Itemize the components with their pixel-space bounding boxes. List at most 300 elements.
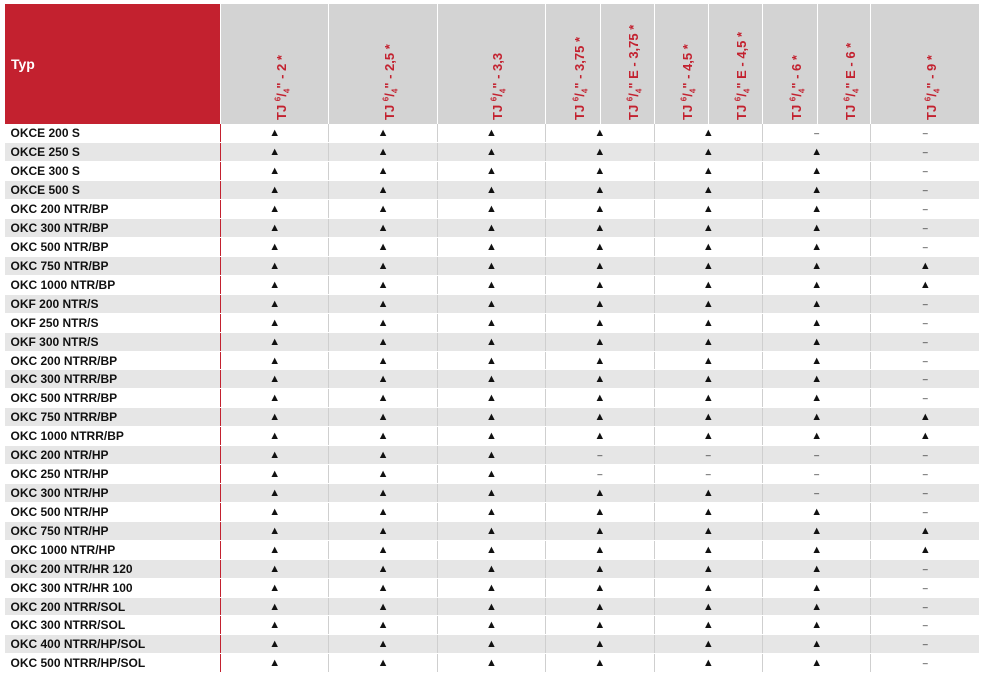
triangle-icon: ▲ [811, 354, 823, 367]
triangle-icon: ▲ [811, 373, 823, 386]
not-compatible-mark [871, 181, 979, 200]
table-row [5, 219, 980, 238]
type-name-cell: OKCE 500 S [5, 181, 221, 200]
compatible-mark [221, 351, 329, 370]
triangle-icon: ▲ [377, 297, 389, 310]
triangle-icon: ▲ [594, 411, 606, 424]
triangle-icon: ▲ [269, 392, 281, 405]
compatible-mark [762, 200, 870, 219]
triangle-icon: ▲ [702, 486, 714, 499]
triangle-icon: ▲ [811, 335, 823, 348]
triangle-icon: ▲ [702, 278, 714, 291]
table-row [5, 181, 980, 200]
compatible-mark [437, 597, 545, 616]
table-row [5, 275, 980, 294]
not-compatible-mark [871, 294, 979, 313]
triangle-icon: ▲ [594, 354, 606, 367]
compatible-mark [762, 275, 870, 294]
compatible-mark [654, 559, 762, 578]
column-header-c6 [762, 4, 870, 124]
table-row [5, 427, 980, 446]
compatible-mark [437, 465, 545, 484]
compatible-mark [546, 427, 654, 446]
compatible-mark [329, 578, 437, 597]
compatible-mark [329, 162, 437, 181]
compatible-mark [437, 238, 545, 257]
dash-icon: – [922, 601, 928, 612]
compatible-mark [329, 635, 437, 654]
triangle-icon: ▲ [702, 335, 714, 348]
column-subheader [546, 4, 601, 124]
column-label: TJ $^6/_4$" E - 4,5 * [733, 31, 752, 120]
column-header-c4 [546, 4, 654, 124]
compatible-mark [654, 521, 762, 540]
dash-icon: – [922, 317, 928, 328]
triangle-icon: ▲ [702, 505, 714, 518]
triangle-icon: ▲ [377, 411, 389, 424]
not-compatible-mark [871, 143, 979, 162]
compatible-mark [762, 578, 870, 597]
triangle-icon: ▲ [702, 524, 714, 537]
triangle-icon: ▲ [486, 449, 497, 462]
triangle-icon: ▲ [594, 259, 606, 272]
table-body [5, 124, 980, 673]
triangle-icon: ▲ [594, 392, 606, 405]
triangle-icon: ▲ [594, 222, 606, 235]
compatible-mark [221, 408, 329, 427]
compatible-mark [437, 654, 545, 673]
compatible-mark [437, 559, 545, 578]
triangle-icon: ▲ [377, 222, 389, 235]
dash-icon: – [922, 658, 928, 669]
compatible-mark [329, 124, 437, 143]
dash-icon: – [922, 223, 928, 234]
compatible-mark [654, 238, 762, 257]
compatible-mark [546, 389, 654, 408]
compatible-mark [762, 389, 870, 408]
type-name-cell: OKCE 200 S [5, 124, 221, 143]
column-header-c7 [871, 4, 979, 124]
dash-icon: – [814, 450, 820, 461]
triangle-icon: ▲ [269, 297, 281, 310]
not-compatible-mark [871, 351, 979, 370]
not-compatible-mark [762, 124, 870, 143]
triangle-icon: ▲ [919, 543, 931, 556]
compatible-mark [654, 313, 762, 332]
triangle-icon: ▲ [594, 562, 606, 575]
dash-icon: – [922, 487, 928, 498]
dash-icon: – [597, 450, 603, 461]
triangle-icon: ▲ [811, 581, 823, 594]
triangle-icon: ▲ [702, 638, 714, 651]
type-name-cell: OKCE 250 S [5, 143, 221, 162]
table-row [5, 351, 980, 370]
compatible-mark [329, 181, 437, 200]
triangle-icon: ▲ [702, 543, 714, 556]
triangle-icon: ▲ [594, 581, 606, 594]
compatible-mark [221, 578, 329, 597]
table-row [5, 446, 980, 465]
compatible-mark [654, 540, 762, 559]
compatible-mark [762, 502, 870, 521]
triangle-icon: ▲ [377, 127, 389, 140]
compatible-mark [221, 143, 329, 162]
dash-icon: – [922, 450, 928, 461]
triangle-icon: ▲ [377, 543, 389, 556]
compatible-mark [546, 578, 654, 597]
type-name-cell: OKC 300 NTR/BP [5, 219, 221, 238]
type-name-cell: OKC 300 NTRR/SOL [5, 616, 221, 635]
compatible-mark [329, 597, 437, 616]
compatible-mark [329, 521, 437, 540]
dash-icon: – [922, 582, 928, 593]
triangle-icon: ▲ [269, 373, 281, 386]
table-row [5, 521, 980, 540]
compatible-mark [437, 143, 545, 162]
table-row [5, 143, 980, 162]
not-compatible-mark [871, 219, 979, 238]
triangle-icon: ▲ [269, 240, 281, 253]
triangle-icon: ▲ [486, 184, 497, 197]
not-compatible-mark [762, 465, 870, 484]
triangle-icon: ▲ [486, 430, 497, 443]
not-compatible-mark [762, 484, 870, 503]
compatible-mark [221, 370, 329, 389]
not-compatible-mark [871, 465, 979, 484]
dash-icon: – [705, 450, 711, 461]
compatible-mark [221, 654, 329, 673]
triangle-icon: ▲ [811, 543, 823, 556]
triangle-icon: ▲ [269, 146, 281, 159]
not-compatible-mark [871, 389, 979, 408]
compatible-mark [437, 616, 545, 635]
compatible-mark [437, 408, 545, 427]
compatible-mark [329, 238, 437, 257]
triangle-icon: ▲ [919, 430, 931, 443]
compatible-mark [762, 635, 870, 654]
triangle-icon: ▲ [702, 430, 714, 443]
triangle-icon: ▲ [377, 638, 389, 651]
compatible-mark [437, 484, 545, 503]
compatible-mark [654, 181, 762, 200]
compatible-mark [871, 275, 979, 294]
compatible-mark [221, 313, 329, 332]
dash-icon: – [922, 469, 928, 480]
dash-icon: – [922, 166, 928, 177]
triangle-icon: ▲ [594, 203, 606, 216]
not-compatible-mark [871, 200, 979, 219]
compatible-mark [654, 200, 762, 219]
compatible-mark [654, 351, 762, 370]
triangle-icon: ▲ [811, 222, 823, 235]
triangle-icon: ▲ [486, 468, 497, 481]
compatible-mark [654, 256, 762, 275]
compatible-mark [654, 332, 762, 351]
compatible-mark [329, 256, 437, 275]
triangle-icon: ▲ [594, 240, 606, 253]
dash-icon: – [922, 185, 928, 196]
column-label: TJ $^6/_4$" - 3,75 * [571, 36, 590, 120]
triangle-icon: ▲ [486, 581, 497, 594]
triangle-icon: ▲ [594, 165, 606, 178]
column-subheader [763, 4, 818, 124]
dash-icon: – [922, 355, 928, 366]
triangle-icon: ▲ [811, 240, 823, 253]
type-name-cell: OKC 200 NTR/HR 120 [5, 559, 221, 578]
compatible-mark [654, 635, 762, 654]
not-compatible-mark [762, 446, 870, 465]
triangle-icon: ▲ [811, 184, 823, 197]
compatible-mark [437, 124, 545, 143]
triangle-icon: ▲ [269, 316, 281, 329]
triangle-icon: ▲ [486, 240, 497, 253]
not-compatible-mark [871, 238, 979, 257]
compatible-mark [546, 162, 654, 181]
dash-icon: – [922, 241, 928, 252]
table-row [5, 332, 980, 351]
compatible-mark [221, 521, 329, 540]
triangle-icon: ▲ [702, 392, 714, 405]
compatible-mark [437, 275, 545, 294]
table-row [5, 238, 980, 257]
triangle-icon: ▲ [594, 486, 606, 499]
triangle-icon: ▲ [377, 562, 389, 575]
column-header-c2 [329, 4, 437, 124]
triangle-icon: ▲ [594, 297, 606, 310]
dash-icon: – [922, 147, 928, 158]
triangle-icon: ▲ [269, 581, 281, 594]
not-compatible-mark [871, 635, 979, 654]
triangle-icon: ▲ [594, 278, 606, 291]
type-name-cell: OKC 300 NTRR/BP [5, 370, 221, 389]
compatible-mark [221, 238, 329, 257]
compatible-mark [437, 502, 545, 521]
triangle-icon: ▲ [269, 411, 281, 424]
triangle-icon: ▲ [702, 600, 714, 613]
triangle-icon: ▲ [594, 524, 606, 537]
compatible-mark [546, 521, 654, 540]
type-name-cell: OKC 200 NTRR/SOL [5, 597, 221, 616]
triangle-icon: ▲ [594, 316, 606, 329]
compatible-mark [762, 408, 870, 427]
triangle-icon: ▲ [811, 297, 823, 310]
triangle-icon: ▲ [486, 335, 497, 348]
dash-icon: – [922, 204, 928, 215]
triangle-icon: ▲ [702, 240, 714, 253]
compatible-mark [654, 578, 762, 597]
compatible-mark [762, 521, 870, 540]
not-compatible-mark [654, 465, 762, 484]
compatible-mark [762, 143, 870, 162]
compatible-mark [437, 635, 545, 654]
column-label: TJ $^6/_4$" - 3,3 [490, 52, 509, 120]
compatible-mark [437, 540, 545, 559]
triangle-icon: ▲ [811, 430, 823, 443]
triangle-icon: ▲ [919, 524, 931, 537]
triangle-icon: ▲ [594, 657, 606, 670]
column-label: TJ $^6/_4$" E - 3,75 * [625, 24, 644, 120]
compatible-mark [654, 502, 762, 521]
compatible-mark [546, 616, 654, 635]
triangle-icon: ▲ [594, 505, 606, 518]
compatible-mark [762, 294, 870, 313]
compatible-mark [329, 294, 437, 313]
header-row [5, 4, 980, 124]
triangle-icon: ▲ [377, 278, 389, 291]
type-name-cell: OKC 750 NTR/HP [5, 521, 221, 540]
type-name-cell: OKC 400 NTRR/HP/SOL [5, 635, 221, 654]
triangle-icon: ▲ [269, 468, 281, 481]
table-row [5, 578, 980, 597]
triangle-icon: ▲ [269, 543, 281, 556]
column-subheader [655, 4, 710, 124]
compatible-mark [221, 502, 329, 521]
triangle-icon: ▲ [269, 222, 281, 235]
table-row [5, 370, 980, 389]
compatible-mark [871, 521, 979, 540]
compatible-mark [329, 408, 437, 427]
compatible-mark [546, 540, 654, 559]
triangle-icon: ▲ [594, 430, 606, 443]
compatible-mark [221, 332, 329, 351]
table-row [5, 162, 980, 181]
compatible-mark [437, 332, 545, 351]
type-name-cell: OKCE 300 S [5, 162, 221, 181]
compatible-mark [221, 181, 329, 200]
compatible-mark [329, 502, 437, 521]
table-row [5, 256, 980, 275]
compatible-mark [871, 408, 979, 427]
not-compatible-mark [546, 446, 654, 465]
compatible-mark [546, 200, 654, 219]
table-row [5, 559, 980, 578]
triangle-icon: ▲ [269, 486, 281, 499]
triangle-icon: ▲ [811, 524, 823, 537]
triangle-icon: ▲ [811, 657, 823, 670]
not-compatible-mark [871, 502, 979, 521]
triangle-icon: ▲ [919, 278, 931, 291]
type-name-cell: OKC 300 NTR/HP [5, 484, 221, 503]
compatible-mark [546, 597, 654, 616]
compatible-mark [654, 370, 762, 389]
compatible-mark [329, 332, 437, 351]
table-row [5, 597, 980, 616]
triangle-icon: ▲ [269, 600, 281, 613]
triangle-icon: ▲ [702, 203, 714, 216]
compatible-mark [329, 427, 437, 446]
triangle-icon: ▲ [269, 354, 281, 367]
compatible-mark [546, 408, 654, 427]
triangle-icon: ▲ [377, 392, 389, 405]
compatible-mark [654, 219, 762, 238]
type-name-cell: OKC 500 NTR/BP [5, 238, 221, 257]
triangle-icon: ▲ [269, 278, 281, 291]
type-name-cell: OKC 200 NTR/HP [5, 446, 221, 465]
compatible-mark [329, 143, 437, 162]
compatible-mark [221, 559, 329, 578]
triangle-icon: ▲ [377, 165, 389, 178]
column-label: TJ $^6/_4$" - 9 * [923, 55, 942, 120]
dash-icon: – [922, 393, 928, 404]
column-header-c3 [437, 4, 545, 124]
triangle-icon: ▲ [486, 354, 497, 367]
compatible-mark [546, 219, 654, 238]
type-name-cell: OKC 500 NTRR/BP [5, 389, 221, 408]
triangle-icon: ▲ [811, 165, 823, 178]
compatible-mark [437, 446, 545, 465]
compatible-mark [329, 484, 437, 503]
triangle-icon: ▲ [486, 543, 497, 556]
compatible-mark [329, 559, 437, 578]
triangle-icon: ▲ [486, 392, 497, 405]
triangle-icon: ▲ [811, 316, 823, 329]
triangle-icon: ▲ [486, 524, 497, 537]
type-name-cell: OKC 1000 NTRR/BP [5, 427, 221, 446]
compatible-mark [762, 616, 870, 635]
compatible-mark [762, 313, 870, 332]
triangle-icon: ▲ [486, 203, 497, 216]
type-name-cell: OKC 750 NTR/BP [5, 256, 221, 275]
triangle-icon: ▲ [594, 373, 606, 386]
triangle-icon: ▲ [702, 146, 714, 159]
compatible-mark [437, 181, 545, 200]
triangle-icon: ▲ [702, 222, 714, 235]
dash-icon: – [814, 469, 820, 480]
compatible-mark [654, 143, 762, 162]
compatible-mark [221, 162, 329, 181]
compatible-mark [762, 427, 870, 446]
type-name-cell: OKC 250 NTR/HP [5, 465, 221, 484]
dash-icon: – [814, 487, 820, 498]
triangle-icon: ▲ [269, 203, 281, 216]
compatible-mark [329, 313, 437, 332]
compatible-mark [546, 635, 654, 654]
triangle-icon: ▲ [594, 127, 606, 140]
compatible-mark [329, 465, 437, 484]
dash-icon: – [922, 336, 928, 347]
compatible-mark [546, 351, 654, 370]
triangle-icon: ▲ [486, 278, 497, 291]
compatible-mark [762, 162, 870, 181]
triangle-icon: ▲ [486, 411, 497, 424]
compatible-mark [437, 427, 545, 446]
triangle-icon: ▲ [377, 524, 389, 537]
type-name-cell: OKC 750 NTRR/BP [5, 408, 221, 427]
compatible-mark [546, 294, 654, 313]
compatible-mark [221, 219, 329, 238]
dash-icon: – [922, 506, 928, 517]
column-label: TJ $^6/_4$" - 4,5 * [680, 44, 698, 120]
type-column-header: Typ [5, 4, 221, 124]
dash-icon: – [705, 469, 711, 480]
compatible-mark [762, 332, 870, 351]
table-row [5, 465, 980, 484]
table-row [5, 313, 980, 332]
compatible-mark [221, 200, 329, 219]
type-name-cell: OKC 1000 NTR/BP [5, 275, 221, 294]
compatible-mark [221, 294, 329, 313]
compatible-mark [762, 219, 870, 238]
dash-icon: – [922, 374, 928, 385]
table-row [5, 294, 980, 313]
triangle-icon: ▲ [702, 259, 714, 272]
compatible-mark [221, 465, 329, 484]
triangle-icon: ▲ [269, 619, 281, 632]
compatible-mark [221, 275, 329, 294]
compatible-mark [221, 635, 329, 654]
dash-icon: – [922, 298, 928, 309]
triangle-icon: ▲ [702, 657, 714, 670]
